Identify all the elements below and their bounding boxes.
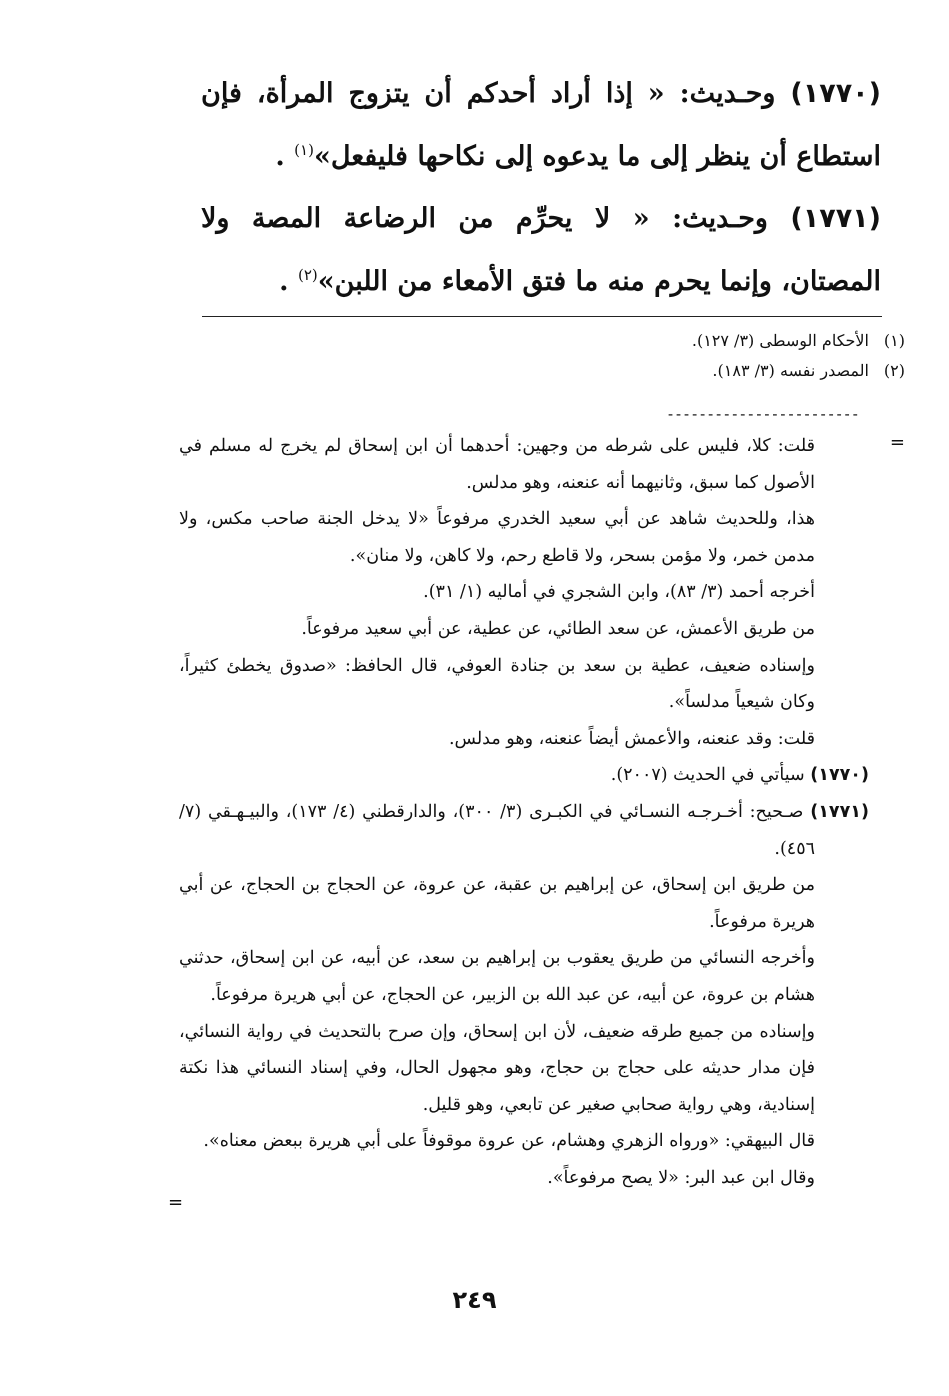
- commentary-paragraph: قلت: كلا، فليس على شرطه من وجهين: أحدهما أن ابن إسحاق لم يخرج له مسلم في الأصول كما سبق، وثانيهما أنه عنعنه، وهو مدلس.: [179, 436, 815, 493]
- note-1770-number: (١٧٧٠): [810, 765, 869, 786]
- footnote-divider: [202, 316, 882, 317]
- hadith-1771-number: (١٧٧١): [790, 203, 881, 234]
- note-1770-text: سيأتي في الحديث (٢٠٠٧).: [610, 765, 805, 786]
- page-number: ٢٤٩: [452, 1286, 497, 1314]
- hadith-1770-end: .: [275, 141, 295, 172]
- commentary-paragraph: هذا، وللحديث شاهد عن أبي سعيد الخدري مرفوعاً «لا يدخل الجنة صاحب مكس، ولا مدمن خمر، ولا مؤمن بسحر، ولا قاطع رحم، ولا كاهن، ولا منان».: [179, 509, 815, 566]
- commentary-paragraph: من طريق ابن إسحاق، عن إبراهيم بن عقبة، عن عروة، عن الحجاج بن الحجاج، عن أبي هريرة مرفوعاً.: [179, 875, 815, 932]
- note-1771: [179, 794, 869, 867]
- continuation-mark-top: =: [889, 432, 905, 453]
- commentary-paragraph: وقال ابن عبد البر: «لا يصح مرفوعاً».: [547, 1167, 815, 1188]
- commentary-paragraph: وإسناده ضعيف، عطية بن سعد بن جنادة العوفي، قال الحافظ: «صدوق يخطئ كثيراً، وكان شيعياً مدلساً».: [179, 655, 815, 713]
- commentary-paragraph: قلت: وقد عنعنه، والأعمش أيضاً عنعنه، وهو مدلس.: [448, 728, 815, 749]
- footnote-item: [205, 356, 905, 386]
- footnote-number: (٢): [883, 361, 905, 380]
- commentary-block: [179, 428, 869, 1196]
- footnote-text: المصدر نفسه (٣/ ١٨٣).: [712, 361, 869, 380]
- continuation-mark-bottom: =: [168, 1192, 184, 1213]
- note-1771-number: (١٧٧١): [810, 801, 869, 822]
- hadith-1771-text: وحـديث: « لا يحرِّم من الرضاعة المصة ولا المصتان، وإنما يحرم منه ما فتق الأمعاء من اللبن»: [201, 203, 881, 297]
- commentary-paragraph: أخرجه أحمد (٣/ ٨٣)، وابن الشجري في أماليه (١/ ٣١).: [423, 582, 815, 603]
- main-text: [201, 66, 881, 310]
- footnote-text: الأحكام الوسطى (٣/ ١٢٧).: [691, 331, 869, 350]
- hadith-1770-text: وحـديث: « إذا أراد أحدكم أن يتزوج المرأة، فإن استطاع أن ينظر إلى ما يدعوه إلى نكاحها فليفعل»: [201, 78, 881, 172]
- hadith-1771-paragraph: [201, 191, 881, 310]
- commentary-paragraph: وإسناده من جميع طرقه ضعيف، لأن ابن إسحاق، وإن صرح بالتحديث في رواية النسائي، فإن مدار حديثه على حجاج بن حجاج، وهو مجهول الحال، وفي إسناد النسائي هذا نكتة إسنادية، وهي رواية صحابي صغير عن تابعي، وهو قليل.: [179, 1021, 815, 1115]
- commentary-paragraph: وأخرجه النسائي من طريق يعقوب بن إبراهيم بن سعد، عن أبيه، عن ابن إسحاق، حدثني هشام بن عروة، عن أبيه، عن عبد الله بن الزبير، عن الحجاج، عن أبي هريرة مرفوعاً.: [179, 948, 815, 1005]
- note-1770: [179, 757, 869, 794]
- footnote-item: [205, 326, 905, 356]
- commentary-separator: ------------------------: [666, 405, 859, 423]
- note-1771-text: صـحيح: أخـرجـه النسـائي في الكبـرى (٣/ ٣٠٠)، والدارقطني (٤/ ١٧٣)، والبيـهـقي (٧/ ٤٥٦).: [179, 801, 815, 859]
- footnote-ref-1: (١): [294, 141, 314, 159]
- hadith-1770-paragraph: [201, 66, 881, 185]
- hadith-1771-end: .: [279, 266, 298, 297]
- footnote-ref-2: (٢): [297, 266, 318, 284]
- commentary-paragraph: من طريق الأعمش، عن سعد الطائي، عن عطية، عن أبي سعيد مرفوعاً.: [301, 618, 815, 639]
- footnote-number: (١): [883, 331, 905, 350]
- commentary-paragraph: قال البيهقي: «ورواه الزهري وهشام، عن عروة موقوفاً على أبي هريرة ببعض معناه».: [203, 1131, 815, 1152]
- hadith-1770-number: (١٧٧٠): [790, 78, 881, 109]
- footnotes: [205, 326, 905, 386]
